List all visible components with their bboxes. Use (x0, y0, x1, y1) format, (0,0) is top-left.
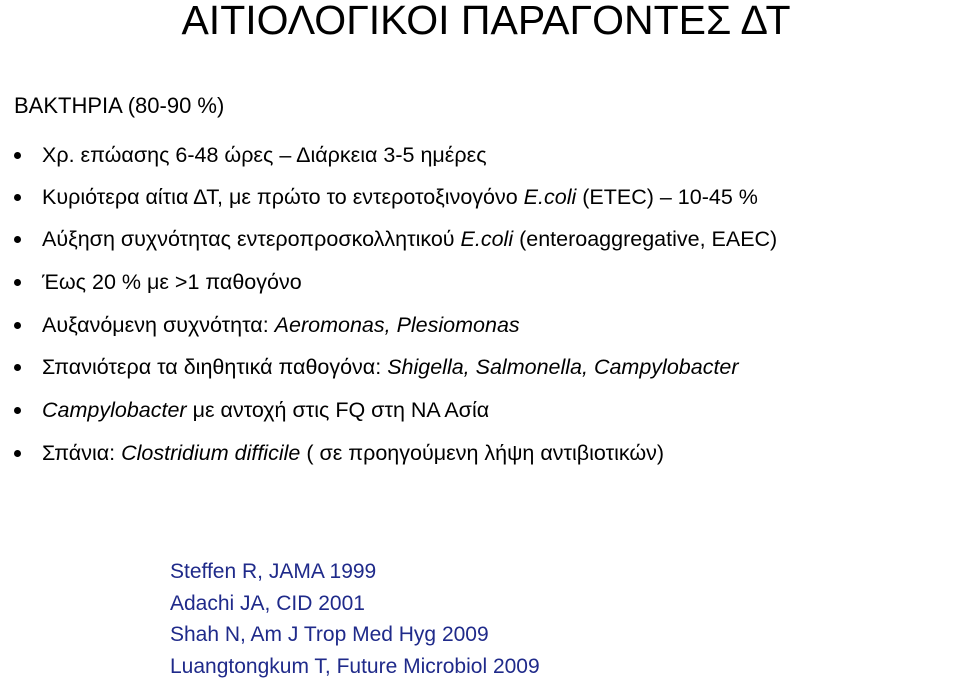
bullet-dot-icon (14, 407, 21, 414)
text-run: Κυριότερα αίτια ΔΤ, με πρώτο το εντεροτοξινογόνο (42, 184, 524, 209)
bullet-text (42, 441, 664, 466)
reference-item: Adachi JA, CID 2001 (170, 591, 365, 615)
text-run: (enteroaggregative, EAEC) (513, 226, 778, 251)
bullet-dot-icon (14, 450, 21, 457)
text-run: με αντοχή στις FQ στη ΝΑ Ασία (186, 397, 490, 422)
bullet-text (42, 398, 489, 423)
text-run: Έως 20 % με >1 παθογόνο (42, 269, 302, 294)
bullet-dot-icon (14, 236, 21, 243)
reference-item: Luangtongkum T, Future Microbiol 2009 (170, 654, 540, 678)
text-run: Σπάνια: (42, 440, 122, 465)
bullet-text (42, 227, 777, 252)
italic-term: Aeromonas, Plesiomonas (274, 312, 520, 337)
text-run: Σπανιότερα τα διηθητικά παθογόνα: (42, 354, 388, 379)
bullet-text (42, 185, 758, 210)
bullet-dot-icon (14, 364, 21, 371)
slide-title: ΑΙΤΙΟΛΟΓΙΚΟΙ ΠΑΡΑΓΟΝΤΕΣ ΔΤ (181, 0, 791, 43)
reference-item: Steffen R, JAMA 1999 (170, 560, 377, 583)
italic-term: Campylobacter (42, 397, 187, 422)
bullet-dot-icon (14, 194, 21, 201)
bullet-text (42, 355, 739, 380)
bullet-text (42, 270, 302, 295)
italic-term: Clostridium difficile (121, 440, 301, 465)
bullet-dot-icon (14, 152, 21, 159)
bullet-text (42, 143, 487, 168)
italic-term: Shigella, Salmonella, Campylobacter (387, 354, 739, 379)
references-list (170, 556, 540, 682)
text-run: Αυξανόμενη συχνότητα: (42, 312, 275, 337)
text-run: ( σε προηγούμενη λήψη αντιβιοτικών) (300, 440, 665, 465)
bullet-dot-icon (14, 279, 21, 286)
bullet-text (42, 313, 520, 338)
text-run: Αύξηση συχνότητας εντεροπροσκολλητικού (42, 226, 461, 251)
italic-term: E.coli (460, 226, 514, 251)
text-run: Χρ. επώασης 6-48 ώρες – Διάρκεια 3-5 ημέρες (42, 142, 487, 167)
bullet-dot-icon (14, 322, 21, 329)
section-heading: ΒΑΚΤΗΡΙΑ (80-90 %) (14, 93, 225, 118)
text-run: (ETEC) – 10-45 % (576, 184, 758, 209)
reference-item: Shah N, Am J Trop Med Hyg 2009 (170, 623, 489, 646)
italic-term: E.coli (523, 184, 577, 209)
